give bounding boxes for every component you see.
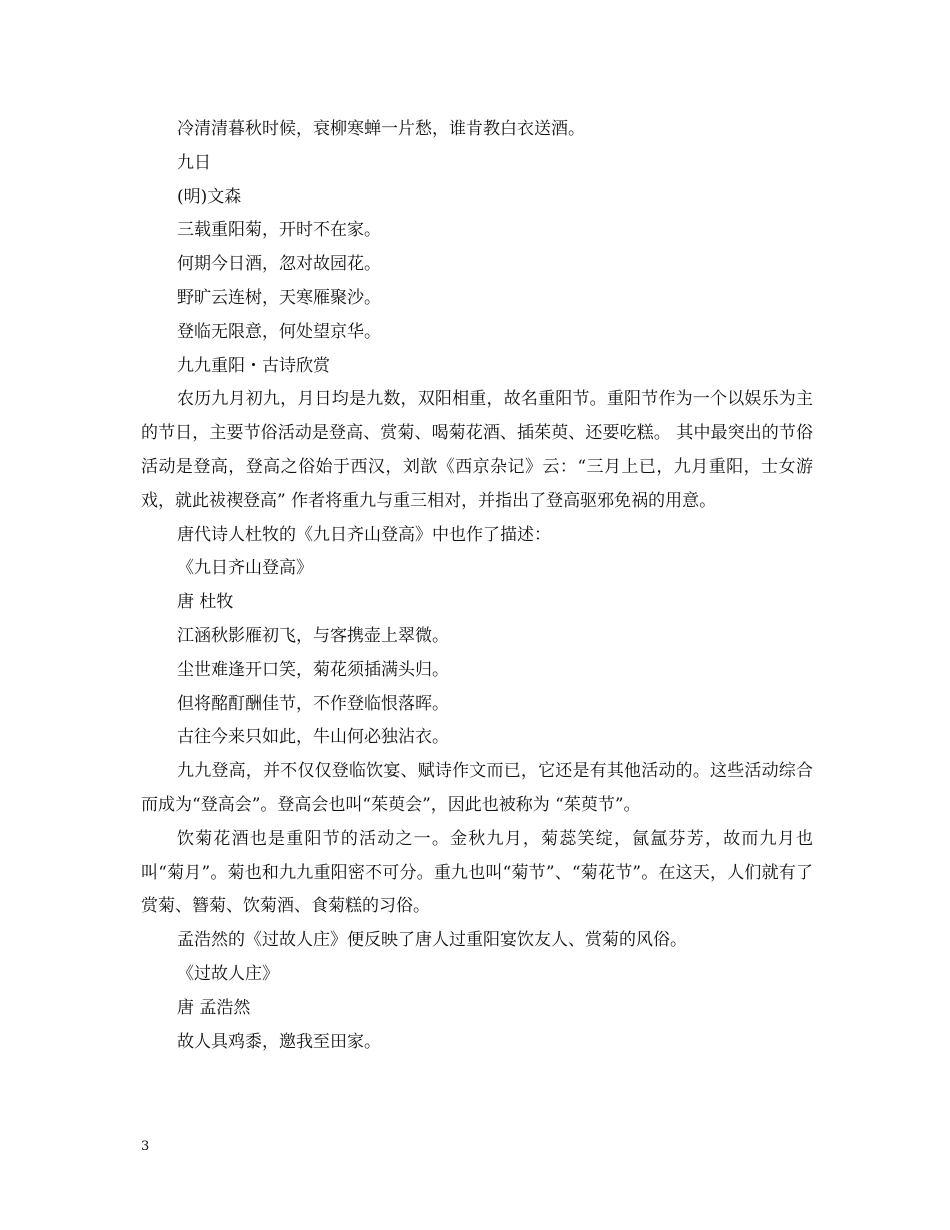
page-number: 3 [141, 1139, 150, 1154]
poem-author: 唐 杜牧 [177, 592, 234, 613]
poem-title: 《九日齐山登高》 [177, 558, 313, 579]
poem-line: 三载重阳菊，开时不在家。 [177, 220, 381, 241]
text-line: 冷清清暮秋时候，衰柳寒蝉一片愁，谁肯教白衣送酒。 [177, 119, 585, 139]
poem-line: 尘世难逢开口笑，菊花须插满头归。 [177, 659, 449, 680]
paragraph: 九九登高，并不仅仅登临饮宴、赋诗作文而已，它还是有其他活动的。这些活动综合而成为“登高会”。登高会也叫“茱萸会”，因此也被称为 “茱萸节”。 [141, 761, 813, 815]
page-content [141, 113, 813, 1059]
text-line: 唐代诗人杜牧的《九日齐山登高》中也作了描述： [177, 524, 551, 545]
poem-line: 登临无限意，何处望京华。 [177, 321, 381, 342]
poem-line: 故人具鸡黍，邀我至田家。 [177, 1031, 381, 1052]
section-heading: 九九重阳・古诗欣赏 [177, 355, 330, 376]
poem-line: 野旷云连树，天寒雁聚沙。 [177, 287, 381, 308]
poem-author: 唐 孟浩然 [177, 997, 251, 1018]
poem-line: 何期今日酒，忽对故园花。 [177, 254, 381, 275]
paragraph: 饮菊花酒也是重阳节的活动之一。金秋九月，菊蕊笑绽，氤氲芬芳，故而九月也叫“菊月”。菊也和九九重阳密不可分。重九也叫“菊节”、“菊花节”。在这天，人们就有了赏菊、簪菊、饮菊酒、食菊糕的习俗。 [141, 828, 813, 917]
poem-title: 《过故人庄》 [177, 963, 279, 984]
poem-line: 但将酩酊酬佳节，不作登临恨落晖。 [177, 693, 449, 714]
poem-line: 古往今来只如此，牛山何必独沾衣。 [177, 727, 449, 748]
poem-line: 江涵秋影雁初飞，与客携壶上翠微。 [177, 625, 449, 646]
paragraph: 农历九月初九，月日均是九数，双阳相重，故名重阳节。重阳节作为一个以娱乐为主的节日，主要节俗活动是登高、赏菊、喝菊花酒、插茱萸、还要吃糕。 其中最突出的节俗活动是登高，登高之俗始于西汉，刘歆《西京杂记》云：“三月上已，九月重阳，士女游戏，就此祓禊登高” 作者将重九与重三相对，并指出了登高驱邪免祸的用意。 [141, 389, 813, 511]
poem-title: 九日 [177, 152, 211, 173]
text-line: 孟浩然的《过故人庄》便反映了唐人过重阳宴饮友人、赏菊的风俗。 [177, 930, 687, 951]
poem-author: (明)文森 [177, 186, 242, 207]
